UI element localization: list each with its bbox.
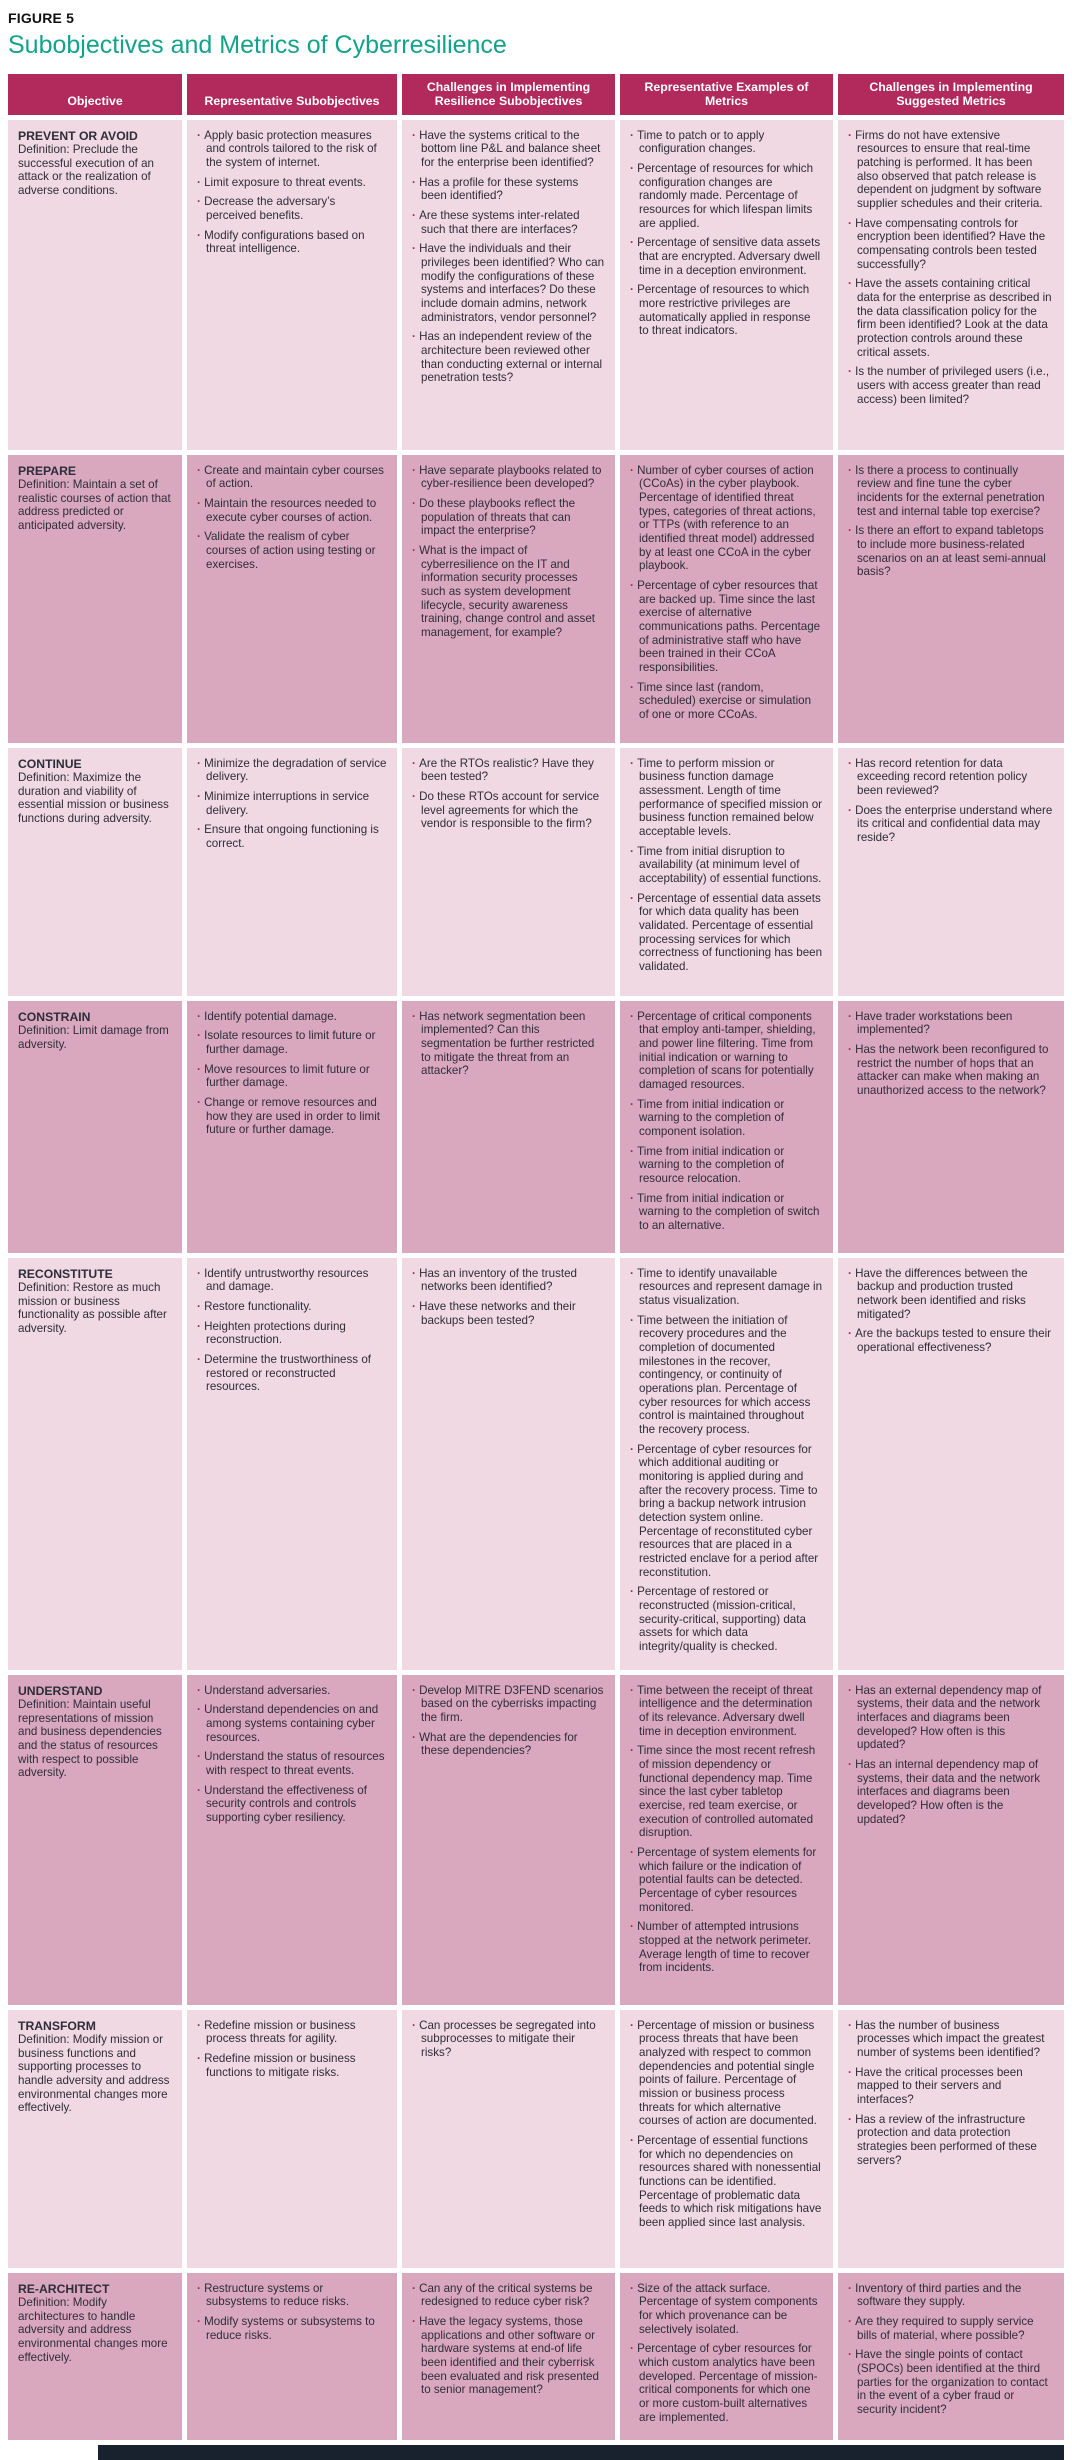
bullet-item: · Have the legacy systems, those applications and other software or hardware systems at end-of life been identified and their cyberrisk been evaluated and risk presented to senior management? [412,2315,605,2397]
bullet-item: · Modify configurations based on threat intelligence. [197,229,387,256]
bullet-item: · Percentage of cyber resources that are backed up. Time since the last exercise of alternative communications paths. Percentage of administrative staff who have been trained in their CCoA responsibilities. [630,579,823,675]
bullet-list [630,129,823,338]
bullet-item: · Have the assets containing critical data for the enterprise as described in the data classification policy for the firm been identified? Look at the data protection controls around these critical assets. [848,277,1054,359]
bullet-item: · Redefine mission or business functions to mitigate risks. [197,2052,387,2079]
bullet-item: · Have compensating controls for encryption been identified? Have the compensating controls been tested successfully? [848,217,1054,272]
bullet-list [412,757,605,831]
challenges-metrics-cell [838,1001,1064,1253]
bullet-item: · Have these networks and their backups been tested? [412,1300,605,1327]
bullet-item: · Time between the receipt of threat intelligence and the determination of its relevance. Adversary dwell time in deception environment. [630,1684,823,1739]
bullet-item: · Determine the trustworthiness of restored or reconstructed resources. [197,1353,387,1394]
bullet-list [630,2282,823,2425]
objective-name: RECONSTITUTE [18,1266,113,1281]
cyberresilience-table [8,74,1064,2441]
table-row-prepare [8,455,1064,743]
bullet-list [848,1684,1054,1827]
bullet-item: · Have the systems critical to the bottom line P&L and balance sheet for the enterprise been identified? [412,129,605,170]
bullet-item: · Create and maintain cyber courses of action. [197,464,387,491]
subobjectives-cell [187,1001,397,1253]
bullet-item: · Has the number of business processes which impact the greatest number of systems been identified? [848,2019,1054,2060]
bullet-item: · Isolate resources to limit future or further damage. [197,1029,387,1056]
bullet-item: · Understand dependencies on and among systems containing cyber resources. [197,1703,387,1744]
bullet-item: · Size of the attack surface. Percentage of system components for which provenance can be selectively isolated. [630,2282,823,2337]
bullet-item: · Percentage of essential data assets for which data quality has been validated. Percentage of essential processing services for which correctness of functioning has been validated. [630,892,823,974]
bullet-item: · Time to identify unavailable resources and represent damage in status visualization. [630,1267,823,1308]
objective-definition: Definition: Maximize the duration and viability of essential mission or business functions during adversity. [18,770,169,825]
bullet-item: · Has a profile for these systems been identified? [412,176,605,203]
bullet-item: · Time from initial indication or warning to the completion of resource relocation. [630,1145,823,1186]
objective-definition: Definition: Modify mission or business functions and supporting processes to handle adversity and address environmental changes more effectively. [18,2033,170,2115]
bullet-list [197,129,387,256]
objective-cell [8,1258,182,1670]
table-row-transform [8,2010,1064,2268]
challenges-metrics-cell [838,2010,1064,2268]
objective-name: PREVENT OR AVOID [18,128,138,143]
objective-cell [8,2010,182,2268]
bullet-item: · Inventory of third parties and the software they supply. [848,2282,1054,2309]
bullet-item: · Have the single points of contact (SPOCs) been identified at the third parties for the organization to contact in the event of a cyber fraud or security incident? [848,2348,1054,2416]
bullet-item: · Are they required to supply service bills of material, where possible? [848,2315,1054,2342]
bullet-list [197,464,387,572]
objective-cell [8,455,182,743]
subobjectives-cell [187,1258,397,1670]
bullet-list [848,129,1054,407]
bullet-list [412,2019,605,2060]
objective-definition: Definition: Maintain a set of realistic courses of action that address predicted or anticipated adversity. [18,477,171,532]
table-row-continue [8,748,1064,996]
challenges-metrics-cell [838,120,1064,450]
bullet-item: · Can processes be segregated into subprocesses to mitigate their risks? [412,2019,605,2060]
bullet-list [197,1684,387,1825]
bullet-list [848,1010,1054,1098]
bullet-list [197,2282,387,2343]
challenges-subobjectives-cell [402,120,615,450]
bullet-item: · Time from initial indication or warning to the completion of switch to an alternative. [630,1192,823,1233]
objective-name: CONTINUE [18,756,82,771]
bullet-item: · Develop MITRE D3FEND scenarios based on the cyberrisks impacting the firm. [412,1684,605,1725]
bullet-list [197,1010,387,1137]
table-row-re-architect [8,2273,1064,2441]
objective-cell [8,1675,182,2005]
challenges-metrics-cell [838,1675,1064,2005]
bullet-item: · Are these systems inter-related such that there are interfaces? [412,209,605,236]
bullet-item: · Restore functionality. [197,1300,387,1314]
subobjectives-cell [187,1675,397,2005]
bullet-item: · Has a review of the infrastructure protection and data protection strategies been performed of these servers? [848,2113,1054,2168]
bullet-item: · Identify potential damage. [197,1010,387,1024]
bullet-item: · Is there an effort to expand tabletops to include more business-related scenarios on an at least semi-annual basis? [848,524,1054,579]
column-header-5: Challenges in Implementing Suggested Metrics [838,74,1064,115]
bullet-item: · Percentage of system elements for which failure or the indication of potential faults can be detected. Percentage of cyber resources monitored. [630,1846,823,1914]
bullet-item: · Time since last (random, scheduled) exercise or simulation of one or more CCoAs. [630,681,823,722]
bullet-list [630,1267,823,1654]
bullet-item: · Change or remove resources and how they are used in order to limit future or further damage. [197,1096,387,1137]
bullet-item: · Redefine mission or business process threats for agility. [197,2019,387,2046]
bullet-item: · Time between the initiation of recovery procedures and the completion of documented milestones in the recover, contingency, or continuity of operations plan. Percentage of cyber resources for which access control is maintained throughout the recovery process. [630,1314,823,1437]
bullet-list [848,464,1054,579]
bullet-item: · Percentage of resources to which more restrictive privileges are automatically applied in response to threat indicators. [630,283,823,338]
bullet-item: · Percentage of sensitive data assets that are encrypted. Adversary dwell time in a deception environment. [630,236,823,277]
bullet-item: · Have the individuals and their privileges been identified? Who can modify the configurations of these systems and interfaces? Do these include domain admins, network administrators, vendor personnel? [412,242,605,324]
bullet-item: · Limit exposure to threat events. [197,176,387,190]
bullet-item: · Validate the realism of cyber courses of action using testing or exercises. [197,530,387,571]
bullet-item: · Time to perform mission or business function damage assessment. Length of time performance of specified mission or business function remained below acceptable levels. [630,757,823,839]
bullet-item: · Time from initial disruption to availability (at minimum level of acceptability) of essential functions. [630,845,823,886]
table-row-understand [8,1675,1064,2005]
bullet-item: · Has an inventory of the trusted networks been identified? [412,1267,605,1294]
bullet-item: · Understand the effectiveness of security controls and controls supporting cyber resiliency. [197,1784,387,1825]
objective-cell [8,1001,182,1253]
metrics-cell [620,748,833,996]
bullet-item: · Time to patch or to apply configuration changes. [630,129,823,156]
metrics-cell [620,455,833,743]
bullet-list [630,464,823,722]
bullet-item: · Firms do not have extensive resources to ensure that real-time patching is performed. It has been also observed that patch release is dependent on judgment by software supplier schedules and their criteria. [848,129,1054,211]
table-header-row [8,74,1064,115]
subobjectives-cell [187,748,397,996]
challenges-subobjectives-cell [402,1675,615,2005]
table-row-reconstitute [8,1258,1064,1670]
bullet-list [630,1684,823,1975]
bullet-list [412,1267,605,1328]
challenges-subobjectives-cell [402,748,615,996]
metrics-cell [620,2273,833,2441]
challenges-metrics-cell [838,748,1064,996]
bullet-item: · Number of cyber courses of action (CCoAs) in the cyber playbook. Percentage of identified threat types, categories of threat actions, or TTPs (with reference to an identified threat model) addressed by at least one CCoA in the cyber playbook. [630,464,823,573]
column-header-4: Representative Examples of Metrics [620,74,833,115]
footer-bar [98,2445,1064,2460]
bullet-item: · Do these RTOs account for service level agreements for which the vendor is responsible to the firm? [412,790,605,831]
bullet-item: · Has the network been reconfigured to restrict the number of hops that an attacker can make when making an unauthorized access to the network? [848,1043,1054,1098]
challenges-metrics-cell [838,2273,1064,2441]
bullet-item: · Ensure that ongoing functioning is correct. [197,823,387,850]
objective-name: PREPARE [18,463,77,478]
column-header-2: Representative Subobjectives [187,74,397,115]
bullet-item: · Has network segmentation been implemented? Can this segmentation be further restricted to mitigate the threat from an attacker? [412,1010,605,1078]
bullet-item: · Minimize the degradation of service delivery. [197,757,387,784]
bullet-list [412,1684,605,1758]
bullet-item: · What is the impact of cyberresilience on the IT and information security processes such as system development lifecycle, security awareness training, change control and asset management, for example? [412,544,605,640]
challenges-subobjectives-cell [402,1258,615,1670]
objective-cell [8,120,182,450]
bullet-item: · Restructure systems or subsystems to reduce risks. [197,2282,387,2309]
subobjectives-cell [187,2273,397,2441]
bullet-item: · Do these playbooks reflect the population of threats that can impact the enterprise? [412,497,605,538]
objective-name: UNDERSTAND [18,1683,103,1698]
bullet-item: · Understand the status of resources with respect to threat events. [197,1750,387,1777]
subobjectives-cell [187,455,397,743]
challenges-metrics-cell [838,1258,1064,1670]
objective-definition: Definition: Limit damage from adversity. [18,1023,169,1051]
bullet-item: · Is there a process to continually review and fine tune the cyber incidents for the external penetration test and internal table top exercise? [848,464,1054,519]
bullet-item: · Are the backups tested to ensure their operational effectiveness? [848,1327,1054,1354]
bullet-list [848,757,1054,845]
bullet-item: · Maintain the resources needed to execute cyber courses of action. [197,497,387,524]
bullet-list [412,129,605,385]
bullet-item: · Time since the most recent refresh of mission dependency or functional dependency map. Time since the last cyber tabletop exercise, red team exercise, or execution of controlled automated disruption. [630,1744,823,1840]
bullet-item: · Decrease the adversary’s perceived benefits. [197,195,387,222]
bullet-item: · Move resources to limit future or further damage. [197,1063,387,1090]
bullet-item: · Identify untrustworthy resources and damage. [197,1267,387,1294]
objective-definition: Definition: Modify architectures to handle adversity and address environmental changes more effectively. [18,2296,168,2364]
challenges-subobjectives-cell [402,2010,615,2268]
objective-cell [8,2273,182,2441]
bullet-list [848,1267,1054,1355]
bullet-item: · Percentage of cyber resources for which custom analytics have been developed. Percentage of mission-critical components for which one or more custom-built alternatives are implemented. [630,2342,823,2424]
objective-cell [8,748,182,996]
bullet-item: · Apply basic protection measures and controls tailored to the risk of the system of internet. [197,129,387,170]
bullet-item: · Understand adversaries. [197,1684,387,1698]
bullet-item: · Percentage of mission or business process threats that have been analyzed with respect to common dependencies and potential single points of failure. Percentage of mission or business process threats for which alternative courses of action are documented. [630,2019,823,2128]
bullet-item: · Number of attempted intrusions stopped at the network perimeter. Average length of time to recover from incidents. [630,1920,823,1975]
bullet-item: · Heighten protections during reconstruction. [197,1320,387,1347]
bullet-item: · Percentage of critical components that employ anti-tamper, shielding, and power line filtering. Time from initial indication or warning to completion of scans for potentially damaged resources. [630,1010,823,1092]
bullet-item: · Time from initial indication or warning to the completion of component isolation. [630,1098,823,1139]
challenges-subobjectives-cell [402,455,615,743]
bullet-item: · What are the dependencies for these dependencies? [412,1731,605,1758]
bullet-item: · Can any of the critical systems be redesigned to reduce cyber risk? [412,2282,605,2309]
bullet-list [848,2019,1054,2168]
subobjectives-cell [187,2010,397,2268]
bullet-item: · Percentage of restored or reconstructed (mission-critical, security-critical, supporting) data assets for which data integrity/quality is checked. [630,1585,823,1653]
metrics-cell [620,1675,833,2005]
bullet-item: · Does the enterprise understand where its critical and confidential data may reside? [848,804,1054,845]
objective-definition: Definition: Restore as much mission or business functionality as possible after adversity. [18,1280,167,1335]
bullet-item: · Have the differences between the backup and production trusted network been identified and risks mitigated? [848,1267,1054,1322]
bullet-list [848,2282,1054,2417]
bullet-item: · Percentage of resources for which configuration changes are randomly made. Percentage of resources for which lifespan limits are applied. [630,162,823,230]
objective-definition: Definition: Maintain useful representations of mission and business dependencies and the status of resources with respect to possible adversity. [18,1698,162,1780]
challenges-subobjectives-cell [402,1001,615,1253]
bullet-list [412,464,605,640]
figure-title: Subobjectives and Metrics of Cyberresilience [8,31,507,59]
challenges-subobjectives-cell [402,2273,615,2441]
metrics-cell [620,1001,833,1253]
bullet-item: · Are the RTOs realistic? Have they been tested? [412,757,605,784]
bullet-list [197,2019,387,2080]
objective-definition: Definition: Preclude the successful execution of an attack or the realization of adverse conditions. [18,142,154,197]
bullet-item: · Is the number of privileged users (i.e., users with access greater than read access) been limited? [848,365,1054,406]
bullet-item: · Has an external dependency map of systems, their data and the network interfaces and diagrams been developed? How often is this updated? [848,1684,1054,1752]
column-header-3: Challenges in Implementing Resilience Subobjectives [402,74,615,115]
bullet-item: · Has an independent review of the architecture been reviewed other than conducting external or internal penetration tests? [412,330,605,385]
bullet-list [412,2282,605,2397]
subobjectives-cell [187,120,397,450]
bullet-item: · Have the critical processes been mapped to their servers and interfaces? [848,2066,1054,2107]
bullet-item: · Have separate playbooks related to cyber-resilience been developed? [412,464,605,491]
metrics-cell [620,120,833,450]
bullet-item: · Modify systems or subsystems to reduce risks. [197,2315,387,2342]
bullet-list [197,757,387,851]
table-row-prevent-or-avoid [8,120,1064,450]
column-header-1: Objective [8,74,182,115]
objective-name: CONSTRAIN [18,1009,91,1024]
objective-name: RE-ARCHITECT [18,2281,110,2296]
challenges-metrics-cell [838,455,1064,743]
figure-label: FIGURE 5 [8,10,75,26]
bullet-list [630,2019,823,2230]
table-row-constrain [8,1001,1064,1253]
bullet-item: · Percentage of cyber resources for which additional auditing or monitoring is applied during and after the recovery process. Time to bring a backup network intrusion detection system online. Percentage of reconstituted cyber resources that are placed in a restricted enclave for a period after reconstitution. [630,1443,823,1580]
bullet-list [630,1010,823,1233]
bullet-item: · Has an internal dependency map of systems, their data and the network interfaces and diagrams been developed? How often is the updated? [848,1758,1054,1826]
bullet-list [412,1010,605,1078]
bullet-item: · Has record retention for data exceeding record retention policy been reviewed? [848,757,1054,798]
bullet-item: · Percentage of essential functions for which no dependencies on resources shared with nonessential functions can be identified. Percentage of problematic data feeds to which risk mitigations have been applied since last analysis. [630,2134,823,2230]
objective-name: TRANSFORM [18,2018,96,2033]
bullet-list [630,757,823,974]
bullet-item: · Have trader workstations been implemented? [848,1010,1054,1037]
bullet-list [197,1267,387,1394]
metrics-cell [620,2010,833,2268]
bullet-item: · Minimize interruptions in service delivery. [197,790,387,817]
metrics-cell [620,1258,833,1670]
